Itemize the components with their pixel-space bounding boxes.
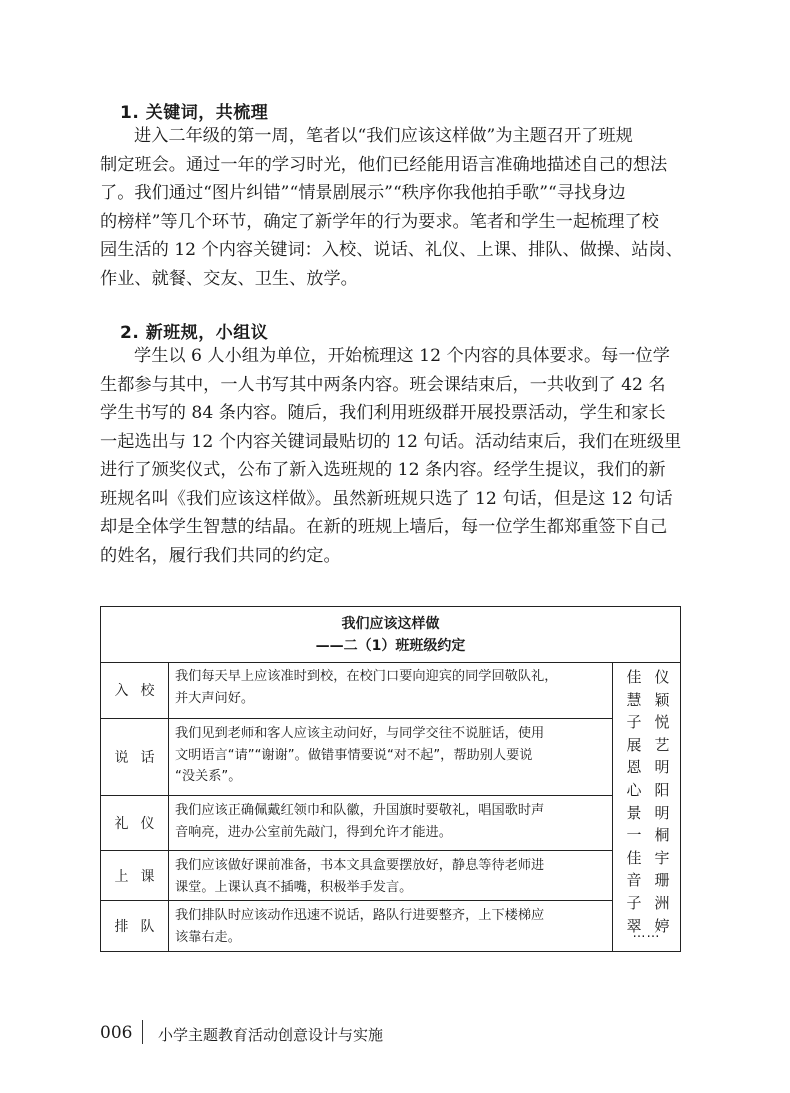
rule-line: 我们应该做好课前准备，书本文具盒要摆放好，静息等待老师进 <box>175 858 545 873</box>
footer-divider <box>142 1020 143 1044</box>
signature-char: 慧 <box>626 690 642 709</box>
signature-char: 一 <box>626 826 642 845</box>
section-heading-keywords: 1. 关键词，共梳理 <box>120 103 269 123</box>
paragraph-line: 园生活的 12 个内容关键词：入校、说话、礼仪、上课、排队、做操、站岗、 <box>100 240 683 260</box>
paragraph-line: 学生书写的 84 条内容。随后，我们利用班级群开展投票活动，学生和家长 <box>100 403 666 423</box>
table-title: 我们应该这样做 <box>341 616 440 632</box>
signature-char: 艺 <box>654 735 670 754</box>
signature-column <box>625 666 643 937</box>
table-row <box>101 901 612 951</box>
rule-line: 课堂。上课认真不插嘴，积极举手发言。 <box>175 879 413 895</box>
signature-char: 景 <box>626 803 642 822</box>
rule-line: 我们每天早上应该准时到校，在校门口要向迎宾的同学回敬队礼， <box>175 669 558 684</box>
table-row <box>101 662 612 719</box>
table-row <box>101 851 612 901</box>
signature-char: 悦 <box>654 713 670 732</box>
table-row <box>101 719 612 796</box>
rule-line: “没关系”。 <box>175 769 242 784</box>
rule-text <box>175 800 607 843</box>
paragraph-line: 一起选出与 12 个内容关键词最贴切的 12 句话。活动结束后，我们在班级里 <box>100 431 682 452</box>
paragraph-keywords <box>100 122 683 293</box>
rule-text <box>175 905 607 948</box>
rule-line: 并大声问好。 <box>175 690 255 706</box>
rule-line: 我们应该正确佩戴红领巾和队徽，升国旗时要敬礼，唱国歌时声 <box>175 803 545 818</box>
paragraph-new-rules <box>100 342 683 570</box>
paragraph-line: 的榜样”等几个环节，确定了新学年的行为要求。笔者和学生一起梳理了校 <box>100 211 659 232</box>
paragraph-line: 制定班会。通过一年的学习时光，他们已经能用语言准确地描述自己的想法 <box>100 154 668 175</box>
rule-category: 入校 <box>101 662 169 718</box>
signature-char: 宇 <box>654 848 670 867</box>
student-signatures <box>612 662 680 951</box>
paragraph-line: 却是全体学生智慧的结晶。在新的班规上墙后，每一位学生都郑重签下自己 <box>100 517 668 537</box>
paragraph-line: 的姓名，履行我们共同的约定。 <box>100 545 341 566</box>
running-footer-title: 小学主题教育活动创意设计与实施 <box>158 1026 384 1044</box>
signature-char: 明 <box>654 803 670 822</box>
rule-category: 排队 <box>101 901 169 951</box>
signature-char: 子 <box>626 713 642 732</box>
signature-char: 颖 <box>654 690 670 709</box>
signature-char: 婷 <box>654 916 670 935</box>
rule-line: 该靠右走。 <box>175 929 241 945</box>
signature-char: 子 <box>626 893 642 912</box>
signature-char: 心 <box>626 780 642 799</box>
signature-char: 佳 <box>626 848 642 867</box>
signature-column <box>653 666 671 937</box>
paragraph-line: 班规名叫《我们应该这样做》。虽然新班规只选了 12 句话，但是这 12 句话 <box>100 488 673 509</box>
paragraph-line: 进入二年级的第一周，笔者以“我们应该这样做”为主题召开了班规 <box>134 126 633 146</box>
section-heading-new-rules: 2. 新班规，小组议 <box>120 323 269 343</box>
paragraph-line: 生都参与其中，一人书写其中两条内容。班会课结束后，一共收到了 42 名 <box>100 374 666 395</box>
signature-char: 展 <box>626 735 642 754</box>
rule-line: 音响亮，进办公室前先敲门，得到允许才能进。 <box>175 824 452 840</box>
rule-text <box>175 855 607 898</box>
rule-category: 说话 <box>101 719 169 795</box>
signature-char: 洲 <box>654 893 670 912</box>
rule-category: 上课 <box>101 851 169 900</box>
paragraph-line: 了。我们通过“图片纠错”“情景剧展示”“秩序你我他拍手歌”“寻找身边 <box>100 183 626 203</box>
signature-char: 明 <box>654 758 670 777</box>
signature-char: 音 <box>626 871 642 890</box>
rule-line: 我们见到老师和客人应该主动问好，与同学交往不说脏话，使用 <box>175 726 545 741</box>
table-title-cell <box>101 607 680 663</box>
rule-text <box>175 666 607 709</box>
signature-char: 恩 <box>626 758 642 777</box>
signature-char: 珊 <box>654 871 670 890</box>
rule-line: 我们排队时应该动作迅速不说话，路队行进要整齐，上下楼梯应 <box>175 908 545 923</box>
table-subtitle: ——二（1）班班级约定 <box>315 638 466 654</box>
paragraph-line: 进行了颁奖仪式，公布了新入选班规的 12 条内容。经学生提议，我们的新 <box>100 460 666 480</box>
signature-char: 翠 <box>626 916 642 935</box>
paragraph-line: 学生以 6 人小组为单位，开始梳理这 12 个内容的具体要求。每一位学 <box>134 346 670 366</box>
rule-category: 礼仪 <box>101 796 169 850</box>
rule-line: 文明语言“请”“谢谢”。做错事情要说“对不起”，帮助别人要说 <box>175 747 533 763</box>
signature-char: 佳 <box>626 668 642 686</box>
signature-char: 阳 <box>654 780 670 799</box>
signature-ellipsis: …… <box>632 926 661 941</box>
paragraph-line: 作业、就餐、交友、卫生、放学。 <box>100 268 358 289</box>
page-number: 006 <box>100 1023 133 1043</box>
rule-text <box>175 723 607 788</box>
table-row <box>101 796 612 851</box>
class-agreement-table <box>100 606 681 952</box>
signature-char: 仪 <box>654 668 670 686</box>
signature-char: 桐 <box>654 826 670 845</box>
